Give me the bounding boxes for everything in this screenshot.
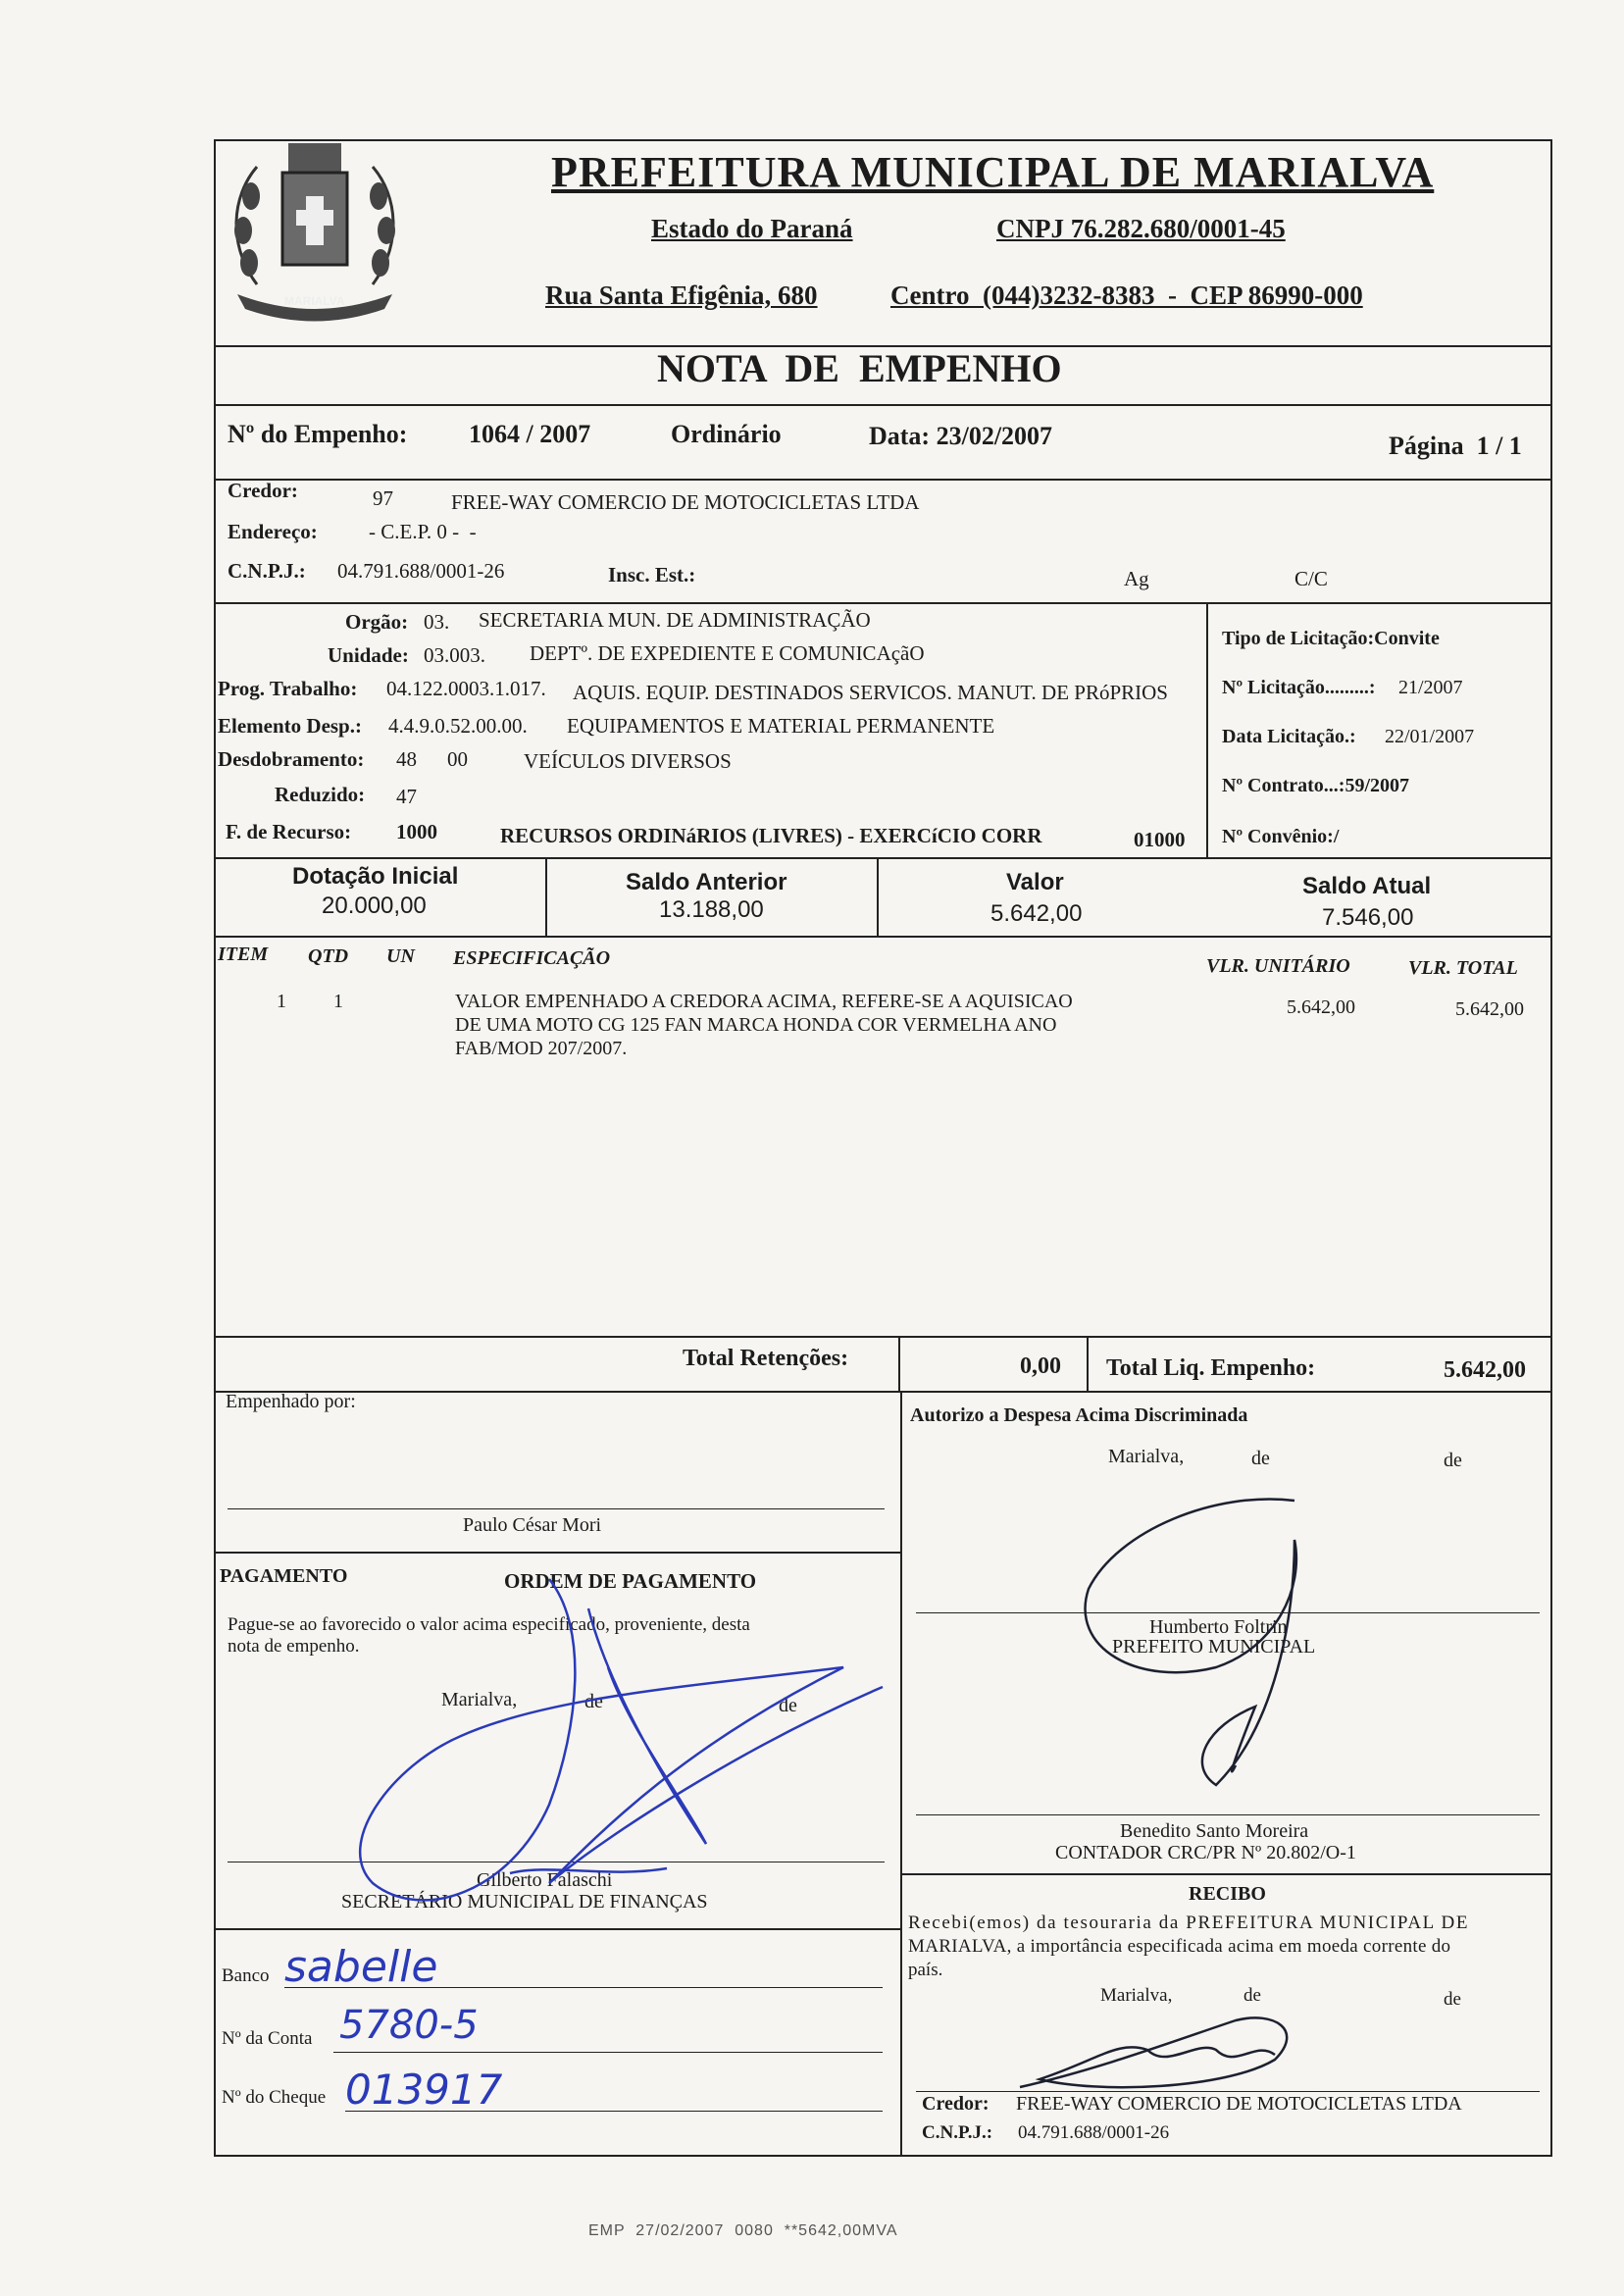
valor-value: 5.642,00 bbox=[990, 900, 1083, 927]
reduzido-value: 47 bbox=[396, 785, 417, 808]
elemento-label: Elemento Desp.: bbox=[218, 714, 362, 738]
licitacao-number-label: Nº Licitação.........: bbox=[1222, 677, 1376, 698]
ag-label: Ag bbox=[1124, 567, 1149, 590]
cnpj-credor-label: C.N.P.J.: bbox=[228, 559, 306, 583]
prefeito-name: Humberto Foltrin bbox=[1149, 1616, 1288, 1638]
retencoes-label: Total Retenções: bbox=[683, 1346, 849, 1371]
pagamento-text-1: Pague-se ao favorecido o valor acima especificado, proveniente, desta bbox=[228, 1614, 750, 1635]
prog-name: AQUIS. EQUIP. DESTINADOS SERVICOS. MANUT. DE PRóPRIOS bbox=[573, 681, 1168, 704]
pagamento-de-2: de bbox=[779, 1695, 797, 1716]
saldo-atual-value: 7.546,00 bbox=[1322, 904, 1414, 931]
cc-label: C/C bbox=[1294, 567, 1328, 590]
item-unit-value: 5.642,00 bbox=[1287, 996, 1355, 1018]
item-total-value: 5.642,00 bbox=[1455, 998, 1524, 1020]
contador-title: CONTADOR CRC/PR Nº 20.802/O-1 bbox=[1055, 1842, 1356, 1863]
state-label: Estado do Paraná bbox=[651, 214, 853, 243]
desdobramento-name: VEÍCULOS DIVERSOS bbox=[524, 749, 732, 773]
pagamento-text-2: nota de empenho. bbox=[228, 1636, 360, 1657]
empenho-label: Nº do Empenho: bbox=[228, 420, 408, 448]
page-number: Página 1 / 1 bbox=[1389, 432, 1522, 460]
unidade-label: Unidade: bbox=[328, 643, 409, 667]
seal-text: MARIALVA bbox=[284, 294, 345, 308]
item-number: 1 bbox=[277, 991, 286, 1012]
doc-title: NOTA DE EMPENHO bbox=[657, 346, 1062, 390]
secretario-name: Gilberto Falaschi bbox=[477, 1869, 613, 1891]
liq-empenho-label: Total Liq. Empenho: bbox=[1106, 1355, 1316, 1381]
autorizo-city: Marialva, bbox=[1108, 1446, 1185, 1467]
autorizo-de-1: de bbox=[1251, 1448, 1270, 1469]
empenhado-label: Empenhado por: bbox=[226, 1391, 356, 1412]
credor-name: FREE-WAY COMERCIO DE MOTOCICLETAS LTDA bbox=[451, 490, 920, 514]
autorizo-label: Autorizo a Despesa Acima Discriminada bbox=[910, 1404, 1248, 1426]
dotacao-label: Dotação Inicial bbox=[292, 863, 459, 890]
reduzido-label: Reduzido: bbox=[275, 783, 366, 806]
empenho-value: 1064 / 2007 bbox=[469, 420, 591, 448]
licitacao-date-label: Data Licitação.: bbox=[1222, 726, 1356, 747]
empenho-date: Data: 23/02/2007 bbox=[869, 422, 1053, 450]
secretario-title: SECRETÁRIO MUNICIPAL DE FINANÇAS bbox=[341, 1891, 708, 1913]
col-vlr-total: VLR. TOTAL bbox=[1408, 957, 1518, 979]
credor-code: 97 bbox=[373, 486, 393, 510]
recibo-credor-label: Credor: bbox=[922, 2093, 990, 2115]
recibo-text-1: Recebi(emos) da tesouraria da PREFEITURA MUNICIPAL DE bbox=[908, 1913, 1470, 1933]
recibo-credor-value: FREE-WAY COMERCIO DE MOTOCICLETAS LTDA bbox=[1016, 2093, 1462, 2115]
address-label: Centro (044)3232-8383 - CEP 86990-000 bbox=[890, 281, 1363, 310]
item-spec-line-2: DE UMA MOTO CG 125 FAN MARCA HONDA COR VERMELHA ANO bbox=[455, 1014, 1057, 1036]
orgao-code: 03. bbox=[424, 610, 450, 634]
col-especificacao: ESPECIFICAÇÃO bbox=[453, 947, 611, 969]
desdobramento-label: Desdobramento: bbox=[218, 747, 365, 771]
unidade-name: DEPTº. DE EXPEDIENTE E COMUNICAçãO bbox=[530, 641, 925, 665]
saldo-atual-label: Saldo Atual bbox=[1302, 873, 1432, 899]
cheque-label: Nº do Cheque bbox=[222, 2087, 327, 2108]
recurso-name: RECURSOS ORDINáRIOS (LIVRES) - EXERCíCIO CORR bbox=[500, 824, 1042, 847]
item-spec-line-1: VALOR EMPENHADO A CREDORA ACIMA, REFERE-SE A AQUISICAO bbox=[455, 991, 1073, 1012]
endereco-label: Endereço: bbox=[228, 520, 318, 543]
contrato-label: Nº Contrato...:59/2007 bbox=[1222, 775, 1410, 796]
autorizo-de-2: de bbox=[1444, 1450, 1462, 1471]
item-spec-line-3: FAB/MOD 207/2007. bbox=[455, 1038, 628, 1059]
empenho-type: Ordinário bbox=[671, 420, 782, 448]
desdobramento-code: 48 bbox=[396, 747, 417, 771]
licitacao-number-value: 21/2007 bbox=[1398, 677, 1463, 698]
saldo-anterior-label: Saldo Anterior bbox=[626, 869, 787, 895]
recurso-code-2: 01000 bbox=[1134, 828, 1186, 851]
recurso-label: F. de Recurso: bbox=[226, 820, 352, 843]
col-vlr-unitario: VLR. UNITÁRIO bbox=[1206, 955, 1350, 977]
recibo-cnpj-value: 04.791.688/0001-26 bbox=[1018, 2122, 1170, 2143]
pagamento-de-1: de bbox=[584, 1691, 603, 1712]
orgao-label: Orgão: bbox=[345, 610, 409, 634]
liq-empenho-value: 5.642,00 bbox=[1444, 1357, 1526, 1383]
recibo-city: Marialva, bbox=[1100, 1985, 1173, 2006]
recibo-text-2: MARIALVA, a importância especificada acima em moeda corrente do bbox=[908, 1936, 1451, 1957]
page-title: PREFEITURA MUNICIPAL DE MARIALVA bbox=[551, 148, 1435, 196]
convenio-label: Nº Convênio:/ bbox=[1222, 826, 1340, 847]
desdobramento-sub: 00 bbox=[447, 747, 468, 771]
unidade-code: 03.003. bbox=[424, 643, 485, 667]
credor-label: Credor: bbox=[228, 479, 298, 502]
cnpj-label: CNPJ 76.282.680/0001-45 bbox=[996, 214, 1286, 243]
dotacao-value: 20.000,00 bbox=[322, 893, 427, 919]
col-item: ITEM bbox=[218, 944, 269, 965]
recibo-cnpj-label: C.N.P.J.: bbox=[922, 2122, 993, 2143]
endereco-value: - C.E.P. 0 - - bbox=[369, 520, 477, 543]
municipal-seal-icon bbox=[218, 137, 412, 324]
retencoes-value: 0,00 bbox=[1020, 1353, 1061, 1379]
street-label: Rua Santa Efigênia, 680 bbox=[545, 281, 818, 310]
recibo-de-1: de bbox=[1243, 1985, 1261, 2006]
footer-stamp: EMP 27/02/2007 0080 **5642,00MVA bbox=[588, 2222, 898, 2239]
recibo-title: RECIBO bbox=[1189, 1883, 1266, 1905]
elemento-code: 4.4.9.0.52.00.00. bbox=[388, 714, 528, 738]
banco-label: Banco bbox=[222, 1965, 270, 1986]
valor-label: Valor bbox=[1006, 869, 1064, 895]
recurso-code: 1000 bbox=[396, 820, 437, 843]
conta-label: Nº da Conta bbox=[222, 2028, 313, 2049]
contador-name: Benedito Santo Moreira bbox=[1120, 1820, 1309, 1842]
ordem-pagamento-label: ORDEM DE PAGAMENTO bbox=[504, 1569, 757, 1593]
insc-est-label: Insc. Est.: bbox=[608, 563, 696, 587]
licitacao-date-value: 22/01/2007 bbox=[1385, 726, 1475, 747]
tipo-licitacao: Tipo de Licitação:Convite bbox=[1222, 628, 1440, 649]
col-un: UN bbox=[386, 945, 415, 967]
cheque-value: 013917 bbox=[345, 2066, 503, 2114]
saldo-anterior-value: 13.188,00 bbox=[659, 896, 764, 923]
orgao-name: SECRETARIA MUN. DE ADMINISTRAÇÃO bbox=[479, 608, 871, 632]
item-qtd: 1 bbox=[333, 991, 343, 1012]
conta-value: 5780-5 bbox=[339, 2003, 479, 2048]
recibo-de-2: de bbox=[1444, 1989, 1461, 2010]
pagamento-city: Marialva, bbox=[441, 1689, 518, 1710]
prefeito-title: PREFEITO MUNICIPAL bbox=[1112, 1636, 1316, 1658]
col-qtd: QTD bbox=[308, 945, 349, 967]
recibo-text-3: país. bbox=[908, 1960, 943, 1980]
pagamento-label: PAGAMENTO bbox=[220, 1565, 348, 1587]
cnpj-credor-value: 04.791.688/0001-26 bbox=[337, 559, 505, 583]
prog-code: 04.122.0003.1.017. bbox=[386, 677, 546, 700]
banco-value: sabelle bbox=[284, 1942, 438, 1992]
prog-label: Prog. Trabalho: bbox=[218, 677, 358, 700]
elemento-name: EQUIPAMENTOS E MATERIAL PERMANENTE bbox=[567, 714, 995, 738]
empenhado-name: Paulo César Mori bbox=[463, 1514, 602, 1536]
